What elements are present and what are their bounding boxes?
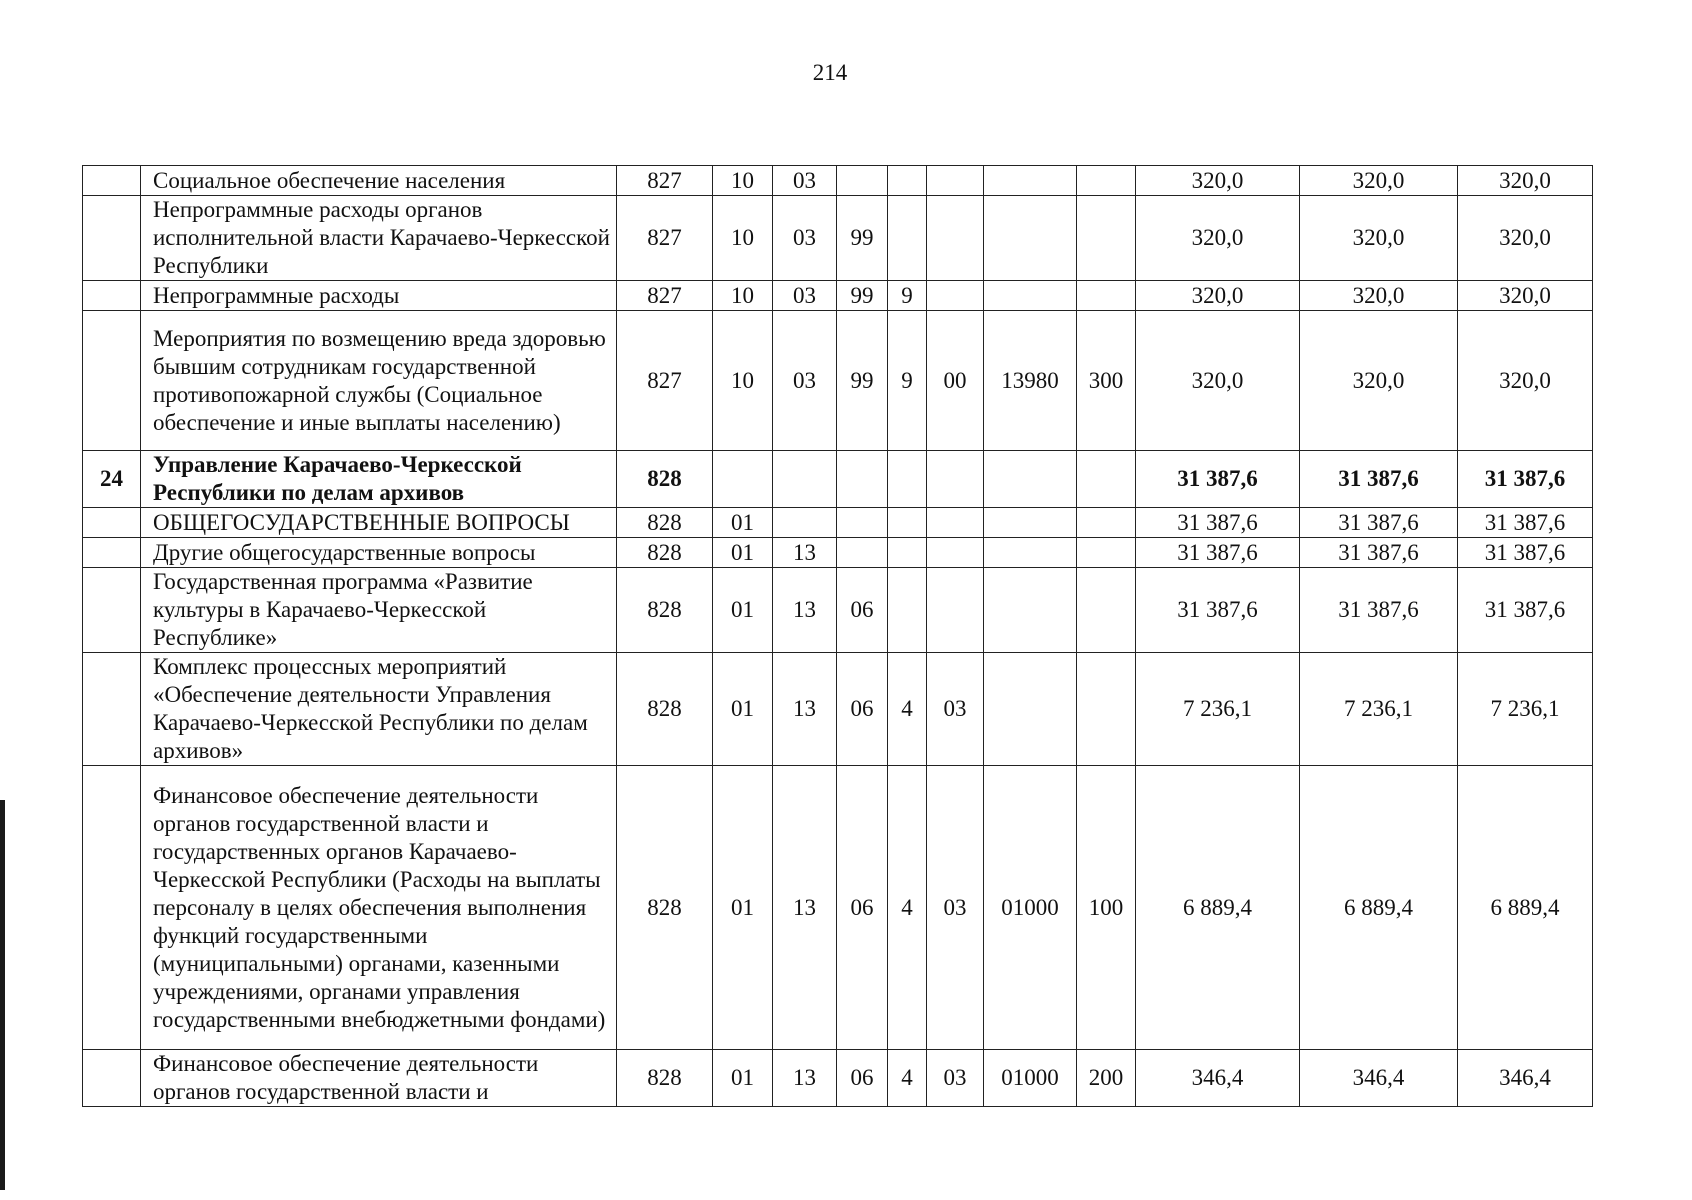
- table-row: [83, 568, 1593, 653]
- amount-year-1: 320,0: [1136, 311, 1300, 451]
- row-number: [83, 653, 141, 766]
- direction-code: 13980: [984, 311, 1077, 451]
- activity-code: [927, 451, 984, 508]
- amount-year-1: 31 387,6: [1136, 451, 1300, 508]
- program-code: [837, 451, 888, 508]
- amount-year-2: 6 889,4: [1300, 766, 1458, 1050]
- section-code: 10: [713, 281, 773, 311]
- section-code: 01: [713, 653, 773, 766]
- subsection-code: 13: [773, 1050, 837, 1107]
- page-number: 214: [812, 60, 848, 85]
- row-number: [83, 311, 141, 451]
- direction-code: [984, 166, 1077, 196]
- table-row: [83, 311, 1593, 451]
- subprogram-code: [888, 508, 927, 538]
- row-number: [83, 281, 141, 311]
- amount-year-2: 7 236,1: [1300, 653, 1458, 766]
- subprogram-code: 9: [888, 281, 927, 311]
- section-code: 01: [713, 766, 773, 1050]
- ministry-code: 827: [617, 281, 713, 311]
- activity-code: [927, 166, 984, 196]
- table-row: [83, 166, 1593, 196]
- section-code: 01: [713, 568, 773, 653]
- expense-type-code: [1077, 568, 1136, 653]
- amount-year-3: 320,0: [1458, 311, 1593, 451]
- expense-type-code: [1077, 508, 1136, 538]
- ministry-code: 828: [617, 1050, 713, 1107]
- ministry-code: 828: [617, 568, 713, 653]
- section-code: 10: [713, 196, 773, 281]
- ministry-code: 828: [617, 766, 713, 1050]
- subprogram-code: 4: [888, 1050, 927, 1107]
- amount-year-3: 31 387,6: [1458, 568, 1593, 653]
- direction-code: [984, 568, 1077, 653]
- subprogram-code: [888, 451, 927, 508]
- direction-code: 01000: [984, 766, 1077, 1050]
- expense-type-code: [1077, 653, 1136, 766]
- direction-code: [984, 281, 1077, 311]
- direction-code: [984, 653, 1077, 766]
- program-code: 06: [837, 766, 888, 1050]
- subsection-code: 13: [773, 568, 837, 653]
- table-row: [83, 538, 1593, 568]
- subsection-code: [773, 508, 837, 538]
- amount-year-2: 320,0: [1300, 281, 1458, 311]
- table-row: [83, 653, 1593, 766]
- table-row: [83, 196, 1593, 281]
- activity-code: [927, 538, 984, 568]
- subprogram-code: 4: [888, 653, 927, 766]
- section-code: 10: [713, 311, 773, 451]
- activity-code: [927, 508, 984, 538]
- table-row-section-header: [83, 451, 1593, 508]
- amount-year-1: 320,0: [1136, 196, 1300, 281]
- section-code: [713, 451, 773, 508]
- activity-code: 03: [927, 1050, 984, 1107]
- ministry-code: 828: [617, 451, 713, 508]
- program-code: 99: [837, 281, 888, 311]
- subsection-code: [773, 451, 837, 508]
- section-code: 01: [713, 538, 773, 568]
- section-code: 10: [713, 166, 773, 196]
- subprogram-code: [888, 568, 927, 653]
- program-code: 06: [837, 1050, 888, 1107]
- subsection-code: 13: [773, 653, 837, 766]
- amount-year-3: 320,0: [1458, 281, 1593, 311]
- subsection-code: 13: [773, 538, 837, 568]
- amount-year-2: 31 387,6: [1300, 568, 1458, 653]
- amount-year-3: 7 236,1: [1458, 653, 1593, 766]
- expense-type-code: [1077, 281, 1136, 311]
- section-code: 01: [713, 1050, 773, 1107]
- direction-code: 01000: [984, 1050, 1077, 1107]
- ministry-code: 828: [617, 508, 713, 538]
- expense-name: Финансовое обеспечение деятельности органов государственной власти и государственных органов Карачаево-Черкесской Республики (Расходы на выплаты персоналу в целях обеспечения выполнения функций государственными (муниципальными) органами, казенными учреждениями, органами управления государственными внебюджетными фондами): [141, 766, 617, 1050]
- amount-year-2: 320,0: [1300, 166, 1458, 196]
- amount-year-2: 346,4: [1300, 1050, 1458, 1107]
- row-number: [83, 1050, 141, 1107]
- direction-code: [984, 451, 1077, 508]
- program-code: [837, 538, 888, 568]
- activity-code: [927, 196, 984, 281]
- amount-year-2: 31 387,6: [1300, 508, 1458, 538]
- expense-type-code: [1077, 166, 1136, 196]
- amount-year-3: 6 889,4: [1458, 766, 1593, 1050]
- budget-table: [82, 165, 1593, 1107]
- ministry-code: 827: [617, 311, 713, 451]
- table-row: [83, 766, 1593, 1050]
- expense-name: ОБЩЕГОСУДАРСТВЕННЫЕ ВОПРОСЫ: [141, 508, 617, 538]
- expense-name: Другие общегосударственные вопросы: [141, 538, 617, 568]
- expense-type-code: [1077, 196, 1136, 281]
- expense-name: Комплекс процессных мероприятий «Обеспечение деятельности Управления Карачаево-Черкесской Республики по делам архивов»: [141, 653, 617, 766]
- amount-year-1: 346,4: [1136, 1050, 1300, 1107]
- amount-year-1: 7 236,1: [1136, 653, 1300, 766]
- activity-code: 03: [927, 653, 984, 766]
- subprogram-code: [888, 538, 927, 568]
- amount-year-1: 320,0: [1136, 281, 1300, 311]
- row-number: [83, 538, 141, 568]
- ministry-code: 828: [617, 538, 713, 568]
- subsection-code: 03: [773, 281, 837, 311]
- subsection-code: 03: [773, 311, 837, 451]
- expense-type-code: [1077, 451, 1136, 508]
- amount-year-3: 320,0: [1458, 196, 1593, 281]
- amount-year-3: 31 387,6: [1458, 508, 1593, 538]
- subsection-code: 03: [773, 166, 837, 196]
- amount-year-3: 31 387,6: [1458, 451, 1593, 508]
- subprogram-code: 4: [888, 766, 927, 1050]
- row-number: [83, 766, 141, 1050]
- section-code: 01: [713, 508, 773, 538]
- scan-edge-mark: [0, 800, 5, 1190]
- row-number: [83, 196, 141, 281]
- amount-year-2: 31 387,6: [1300, 451, 1458, 508]
- expense-name: Непрограммные расходы: [141, 281, 617, 311]
- program-code: [837, 508, 888, 538]
- subsection-code: 13: [773, 766, 837, 1050]
- row-number: [83, 166, 141, 196]
- amount-year-2: 320,0: [1300, 196, 1458, 281]
- amount-year-3: 346,4: [1458, 1050, 1593, 1107]
- row-number: 24: [83, 451, 141, 508]
- ministry-code: 827: [617, 196, 713, 281]
- direction-code: [984, 508, 1077, 538]
- expense-name: Непрограммные расходы органов исполнительной власти Карачаево-Черкесской Республики: [141, 196, 617, 281]
- expense-type-code: 100: [1077, 766, 1136, 1050]
- amount-year-2: 320,0: [1300, 311, 1458, 451]
- amount-year-1: 320,0: [1136, 166, 1300, 196]
- amount-year-1: 31 387,6: [1136, 568, 1300, 653]
- expense-name: Мероприятия по возмещению вреда здоровью бывшим сотрудникам государственной противопожарной службы (Социальное обеспечение и иные выплаты населению): [141, 311, 617, 451]
- amount-year-2: 31 387,6: [1300, 538, 1458, 568]
- direction-code: [984, 196, 1077, 281]
- expense-name: Социальное обеспечение населения: [141, 166, 617, 196]
- expense-type-code: 200: [1077, 1050, 1136, 1107]
- amount-year-1: 6 889,4: [1136, 766, 1300, 1050]
- activity-code: 00: [927, 311, 984, 451]
- ministry-code: 827: [617, 166, 713, 196]
- row-number: [83, 568, 141, 653]
- amount-year-3: 320,0: [1458, 166, 1593, 196]
- table-row: [83, 1050, 1593, 1107]
- program-code: 99: [837, 311, 888, 451]
- activity-code: 03: [927, 766, 984, 1050]
- subprogram-code: [888, 196, 927, 281]
- ministry-code: 828: [617, 653, 713, 766]
- amount-year-1: 31 387,6: [1136, 538, 1300, 568]
- expense-name: Финансовое обеспечение деятельности органов государственной власти и: [141, 1050, 617, 1107]
- table-row: [83, 508, 1593, 538]
- amount-year-1: 31 387,6: [1136, 508, 1300, 538]
- amount-year-3: 31 387,6: [1458, 538, 1593, 568]
- activity-code: [927, 281, 984, 311]
- table-row: [83, 281, 1593, 311]
- expense-name: Государственная программа «Развитие культуры в Карачаево-Черкесской Республике»: [141, 568, 617, 653]
- expense-name: Управление Карачаево-Черкесской Республики по делам архивов: [141, 451, 617, 508]
- direction-code: [984, 538, 1077, 568]
- program-code: [837, 166, 888, 196]
- subprogram-code: 9: [888, 311, 927, 451]
- expense-type-code: 300: [1077, 311, 1136, 451]
- program-code: 99: [837, 196, 888, 281]
- subsection-code: 03: [773, 196, 837, 281]
- row-number: [83, 508, 141, 538]
- table-body: [83, 166, 1593, 1107]
- program-code: 06: [837, 568, 888, 653]
- subprogram-code: [888, 166, 927, 196]
- program-code: 06: [837, 653, 888, 766]
- activity-code: [927, 568, 984, 653]
- expense-type-code: [1077, 538, 1136, 568]
